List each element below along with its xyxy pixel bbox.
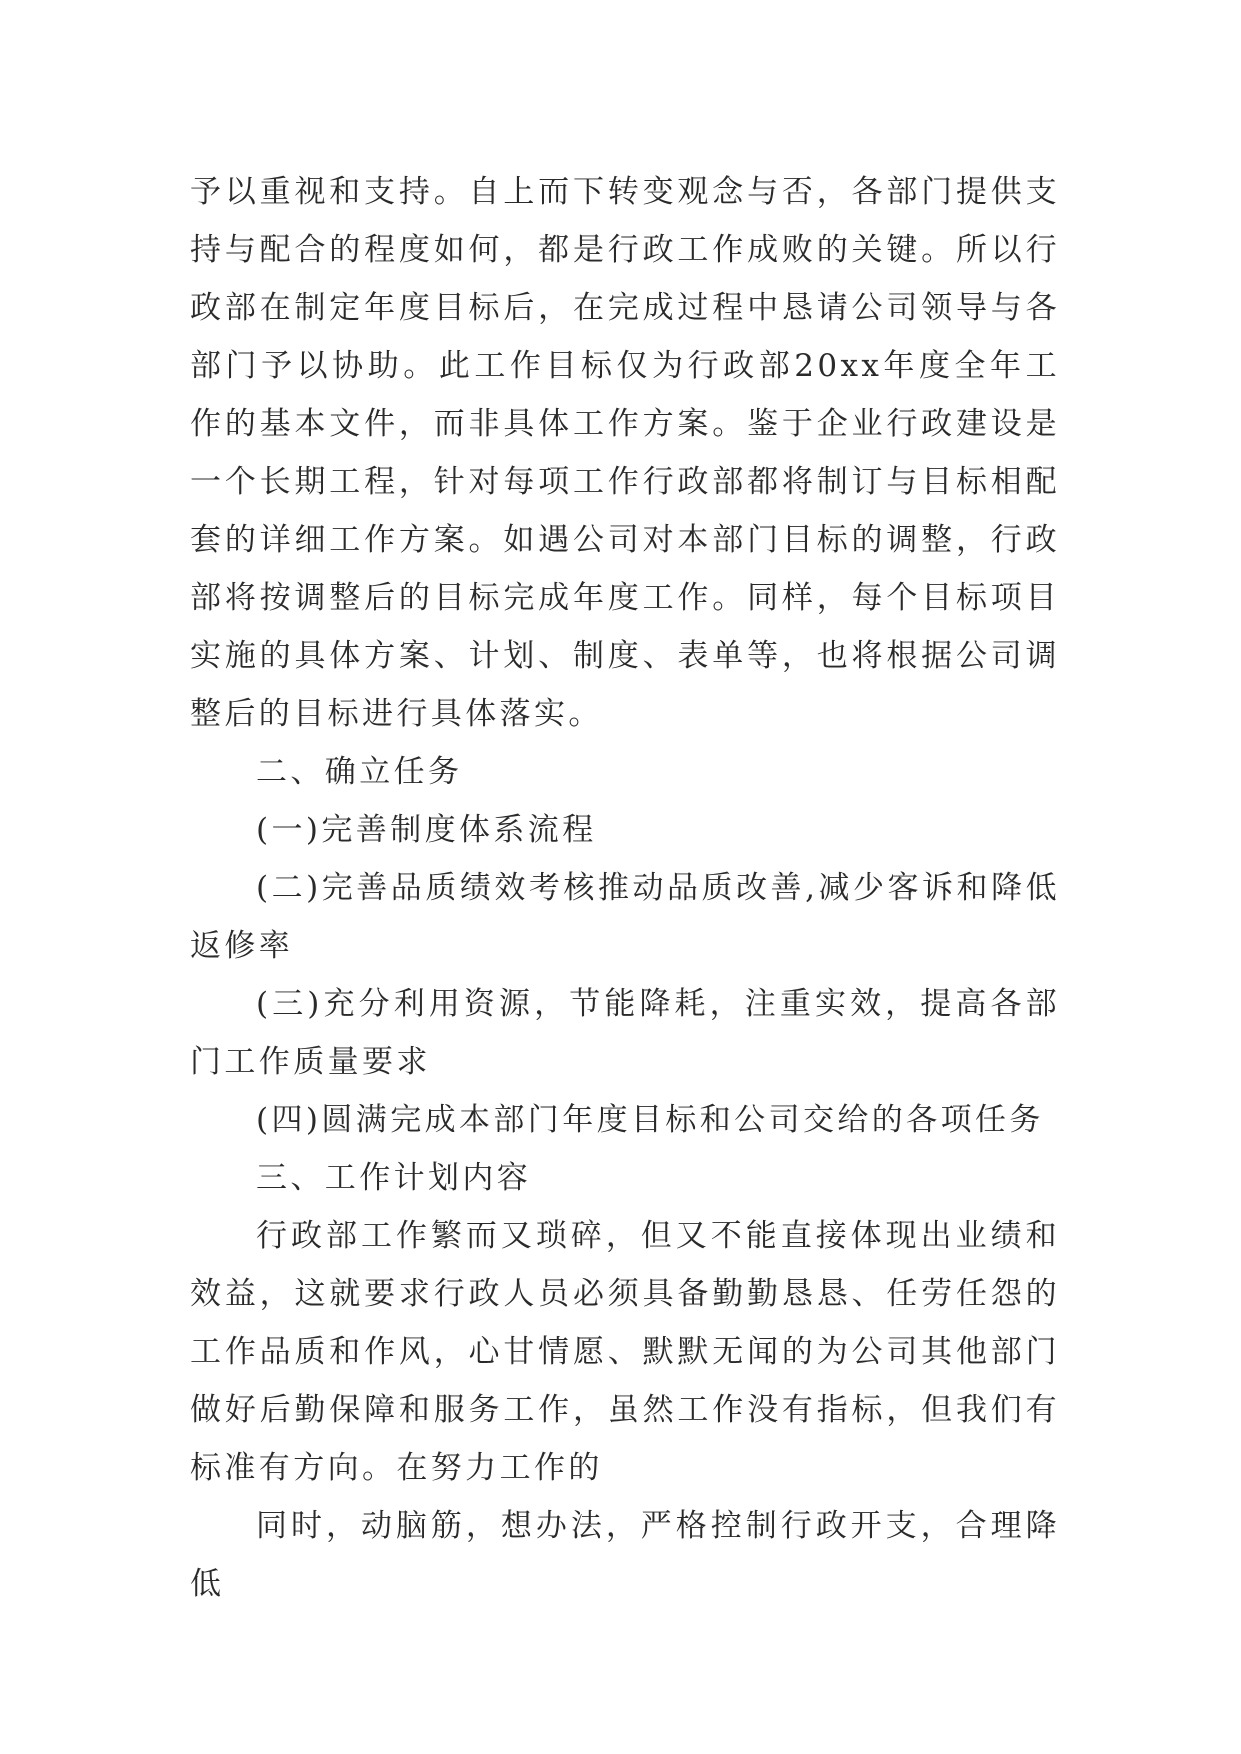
section-heading-confirm-tasks: 二、确立任务 [256,754,463,790]
document-body [190,163,1060,1613]
work-plan-paragraph-2: 同时，动脑筋，想办法，严格控制行政开支，合理降低 [190,1508,1060,1602]
task-item-2: (二)完善品质绩效考核推动品质改善,减少客诉和降低返修率 [190,870,1060,964]
task-item-3: (三)充分利用资源，节能降耗，注重实效，提高各部门工作质量要求 [190,986,1060,1080]
task-item-1: (一)完善制度体系流程 [256,812,597,848]
work-plan-paragraph-1: 行政部工作繁而又琐碎，但又不能直接体现出业绩和效益，这就要求行政人员必须具备勤勤恳恳、任劳任怨的工作品质和作风，心甘情愿、默默无闻的为公司其他部门做好后勤保障和服务工作，虽然工作没有指标，但我们有标准有方向。在努力工作的 [190,1218,1060,1486]
intro-paragraph: 予以重视和支持。自上而下转变观念与否，各部门提供支持与配合的程度如何，都是行政工作成败的关键。所以行政部在制定年度目标后，在完成过程中恳请公司领导与各部门予以协助。此工作目标仅为行政部20xx年度全年工作的基本文件，而非具体工作方案。鉴于企业行政建设是一个长期工程，针对每项工作行政部都将制订与目标相配套的详细工作方案。如遇公司对本部门目标的调整，行政部将按调整后的目标完成年度工作。同样，每个目标项目实施的具体方案、计划、制度、表单等，也将根据公司调整后的目标进行具体落实。 [190,174,1060,732]
task-item-4: (四)圆满完成本部门年度目标和公司交给的各项任务 [256,1102,1044,1138]
section-heading-work-plan: 三、工作计划内容 [256,1160,532,1196]
